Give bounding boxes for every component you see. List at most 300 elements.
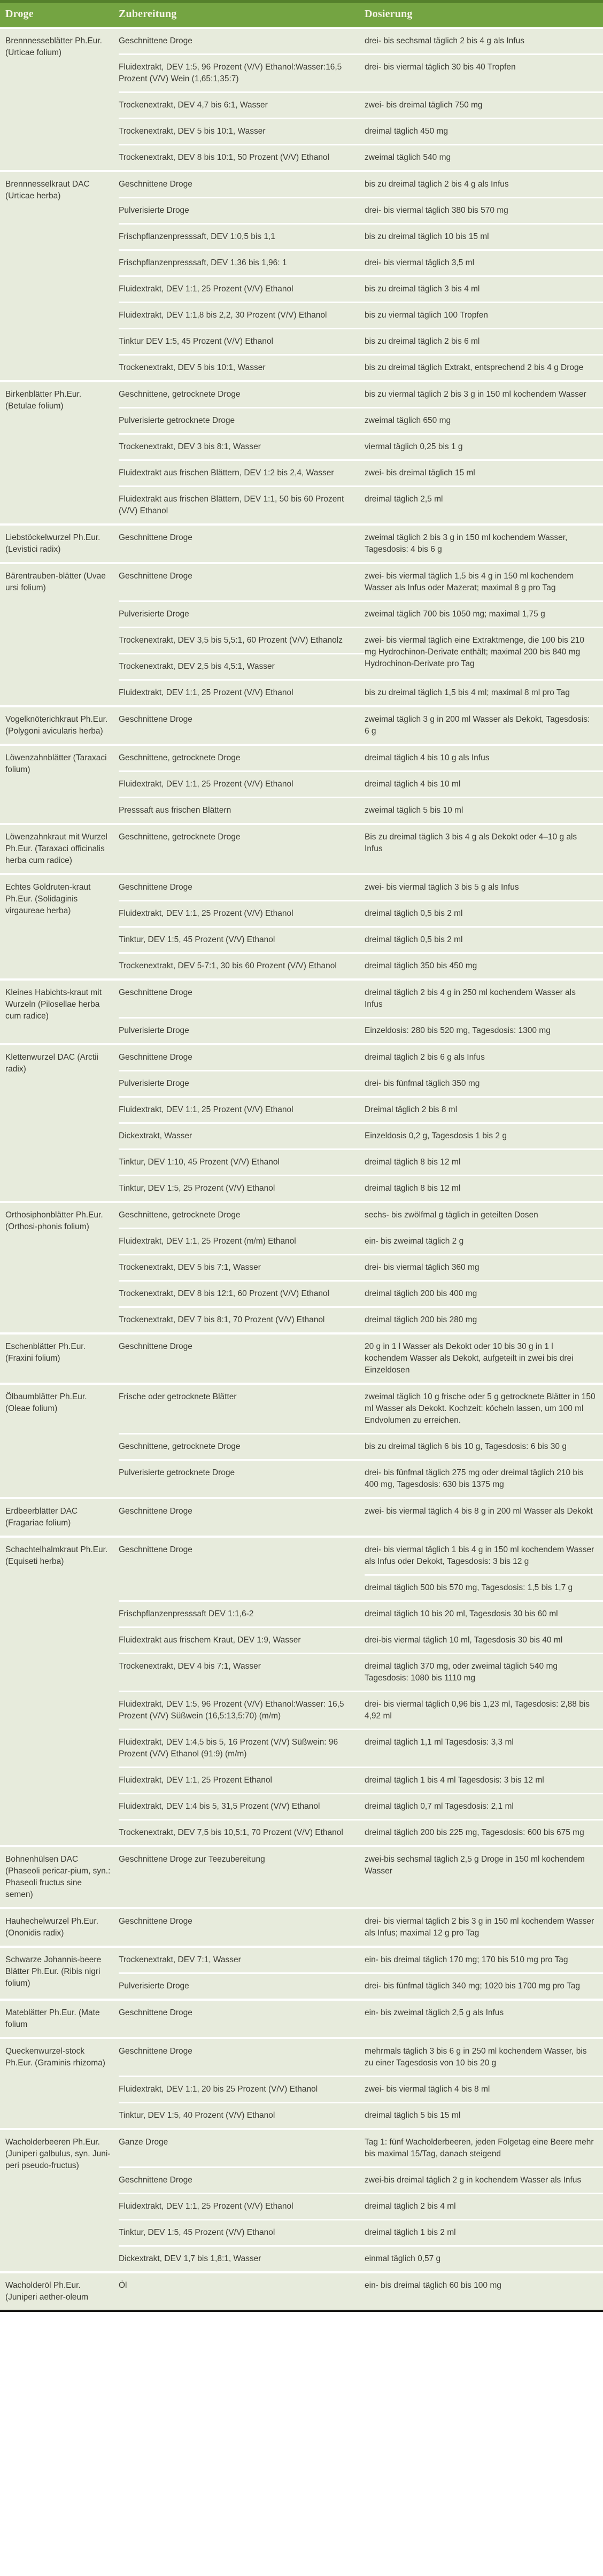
preparation-column (119, 303, 365, 328)
table-row (119, 1203, 603, 1228)
table-row (119, 2219, 603, 2245)
dosage-column (365, 1461, 603, 1497)
drug-group (0, 170, 603, 380)
preparation-column (119, 2039, 365, 2076)
preparation-rows (119, 707, 603, 744)
preparation-column (119, 2168, 365, 2193)
dosage-cell: zwei- bis viermal täglich 4 bis 8 g in 200 ml Wasser als Dekokt (365, 1507, 593, 1516)
preparation-column (119, 1948, 365, 1972)
dosage-cell: dreimal täglich 500 bis 570 mg, Tagesdosis: 1,5 bis 1,7 g (365, 1574, 603, 1600)
drug-group (0, 1536, 603, 1845)
preparation-column (119, 1628, 365, 1653)
preparation-cell: Pulverisierte Droge (119, 1981, 189, 1991)
table-row (119, 1626, 603, 1653)
dosage-column (365, 2130, 603, 2166)
dosage-cell: dreimal täglich 0,5 bis 2 ml (365, 935, 463, 944)
preparation-cell: Trockenextrakt, DEV 5 bis 10:1, Wasser (119, 363, 266, 372)
drug-group (0, 27, 603, 170)
preparation-cell: Geschnittene Droge (119, 2176, 192, 2185)
table-row (119, 223, 603, 249)
preparation-rows (119, 1847, 603, 1907)
preparation-rows (119, 1538, 603, 1845)
drug-group (0, 2128, 603, 2271)
preparation-column (119, 875, 365, 900)
dosage-cell: zweimal täglich 700 bis 1050 mg; maximal 1,75 g (365, 610, 545, 619)
dosage-column (365, 564, 603, 600)
dosage-column (365, 1948, 603, 1972)
preparation-column (119, 825, 365, 861)
dosage-column (365, 1499, 603, 1524)
preparation-column (119, 602, 365, 627)
preparation-cell: Fluidextrakt, DEV 1:1, 25 Prozent (V/V) Ethanol (119, 909, 293, 918)
dosage-column (365, 1176, 603, 1201)
preparation-column (119, 1335, 365, 1383)
preparation-cell: Frische oder getrocknete Blätter (119, 1392, 237, 1401)
preparation-cell: Geschnittene Droge (119, 36, 192, 45)
table-row (119, 1538, 603, 1600)
preparation-column (119, 93, 365, 118)
table-row (119, 564, 603, 600)
dosage-cell: drei- bis viermal täglich 1 bis 4 g in 150 ml kochendem Wasser als Infus oder Dekokt, Tagesdosis: 3 bis 12 g (365, 1545, 594, 1566)
preparation-column (119, 55, 365, 91)
dosage-cell: Tag 1: fünf Wacholderbeeren, jeden Folgetag eine Beere mehr bis maximal 15/Tag, danach steigend (365, 2138, 594, 2158)
table-row (119, 600, 603, 627)
dosage-cell: Einzeldosis 0,2 g, Tagesdosis 1 bis 2 g (365, 1131, 507, 1140)
preparation-column (119, 2001, 365, 2025)
drug-name-cell: Klettenwurzel DAC (Arctii radix) (5, 1053, 98, 1074)
table-row (119, 1335, 603, 1383)
preparation-cell: Geschnittene, getrocknete Droge (119, 1442, 241, 1451)
preparation-column (119, 1847, 365, 1884)
preparation-column (119, 382, 365, 407)
dosage-column (365, 1229, 603, 1254)
drug-group (0, 1845, 603, 1907)
preparation-column (119, 798, 365, 823)
dosage-column (365, 1602, 603, 1626)
preparation-cell: Geschnittene, getrocknete Droge (119, 390, 241, 399)
drug-group (0, 1043, 603, 1201)
table-row (119, 707, 603, 744)
dosage-column (365, 251, 603, 275)
preparation-column (119, 707, 365, 744)
preparation-cell: Geschnittene Droge (119, 2047, 192, 2056)
dosage-cell: 20 g in 1 l Wasser als Dekokt oder 10 bis 30 g in 1 l kochendem Wasser als Dekokt, aufgeteilt in zwei bis drei Einzeldosen (365, 1342, 574, 1375)
dosage-column (365, 954, 603, 978)
preparation-column (119, 1282, 365, 1306)
table-row (119, 1972, 603, 1999)
preparation-cell: Trockenextrakt, DEV 8 bis 12:1, 60 Prozent (V/V) Ethanol (119, 1289, 330, 1298)
preparation-cell: Geschnittene Droge (119, 1507, 192, 1516)
preparation-rows (119, 1045, 603, 1201)
preparation-rows (119, 875, 603, 978)
dosage-column (365, 746, 603, 770)
preparation-cell: Trockenextrakt, DEV 5 bis 10:1, Wasser (119, 127, 266, 136)
table-row (119, 433, 603, 459)
preparation-column (119, 172, 365, 197)
preparation-cell: Fluidextrakt aus frischen Blättern, DEV 1:1, 50 bis 60 Prozent (V/V) Ethanol (119, 495, 344, 515)
dosage-column (365, 2077, 603, 2102)
preparation-column (119, 901, 365, 926)
dosage-cell: zweimal täglich 5 bis 10 ml (365, 806, 463, 815)
table-row (119, 797, 603, 823)
dosage-cell: dreimal täglich 350 bis 450 mg (365, 961, 477, 970)
dosage-cell: Dreimal täglich 2 bis 8 ml (365, 1105, 458, 1114)
table-row (119, 1793, 603, 1819)
table-row (119, 1691, 603, 1729)
table-row (119, 485, 603, 523)
table-header-row (0, 0, 603, 27)
preparation-column (119, 2273, 365, 2298)
table-row (119, 2166, 603, 2193)
preparation-cell: Geschnittene Droge (119, 715, 192, 724)
preparation-cell: Trockenextrakt, DEV 2,5 bis 4,5:1, Wasser (119, 653, 365, 679)
preparation-cell: Fluidextrakt, DEV 1:1, 25 Prozent (V/V) Ethanol (119, 1105, 293, 1114)
preparation-cell: Fluidextrakt, DEV 1:1, 25 Prozent Ethanol (119, 1776, 272, 1785)
preparation-rows (119, 2001, 603, 2037)
preparation-rows (119, 1385, 603, 1497)
preparation-column (119, 1255, 365, 1280)
dosage-column (365, 2247, 603, 2271)
preparation-column (119, 564, 365, 600)
drug-name-cell: Wacholderbeeren Ph.Eur. (Juniperi galbulus, syn. Juni-peri pseudo-fructus) (5, 2138, 111, 2170)
preparation-cell: Frischpflanzenpresssaft, DEV 1:0,5 bis 1,1 (119, 232, 275, 241)
table-row (119, 2001, 603, 2025)
dosage-cell: bis zu dreimal täglich 3 bis 4 ml (365, 284, 480, 294)
dosage-column (365, 145, 603, 170)
preparation-rows (119, 1335, 603, 1383)
drug-group (0, 562, 603, 705)
preparation-column (119, 461, 365, 485)
preparation-column (119, 1821, 365, 1845)
table-row (119, 1096, 603, 1122)
table-body (0, 27, 603, 2310)
dosage-column (365, 901, 603, 926)
drug-name-cell: Bärentrauben-blätter (Uvae ursi folium) (5, 572, 106, 592)
dosage-column (365, 93, 603, 118)
table-row (119, 1254, 603, 1280)
preparation-column (119, 1071, 365, 1096)
preparation-column (119, 29, 365, 53)
dosage-column (365, 303, 603, 328)
preparation-cell: Trockenextrakt, DEV 7,5 bis 10,5:1, 70 Prozent (V/V) Ethanol (119, 1828, 343, 1837)
dosage-column (365, 1654, 603, 1691)
table-row (119, 1280, 603, 1306)
dosage-column (365, 2220, 603, 2245)
preparation-cell: Tinktur, DEV 1:5, 45 Prozent (V/V) Ethanol (119, 935, 275, 944)
preparation-cell: Fluidextrakt, DEV 1:1, 25 Prozent (V/V) Ethanol (119, 688, 293, 697)
drug-group (0, 1497, 603, 1536)
table-row (119, 1600, 603, 1626)
dosage-cell: bis zu viermal täglich 2 bis 3 g in 150 ml kochendem Wasser (365, 390, 586, 399)
dosage-column (365, 2039, 603, 2076)
dosage-column (365, 1628, 603, 1653)
dosage-cell: dreimal täglich 200 bis 225 mg, Tagesdosis: 600 bis 675 mg (365, 1828, 584, 1837)
table-row (119, 1306, 603, 1332)
dosage-cell: dreimal täglich 200 bis 400 mg (365, 1289, 477, 1298)
dosage-cell: dreimal täglich 4 bis 10 g als Infus (365, 753, 490, 762)
dosage-column (365, 1203, 603, 1228)
preparation-rows (119, 1948, 603, 1999)
table-row (119, 1909, 603, 1946)
table-row (119, 1175, 603, 1201)
drug-name-cell: Mateblätter Ph.Eur. (Mate folium (5, 2008, 100, 2029)
dosage-cell: bis zu dreimal täglich Extrakt, entsprechend 2 bis 4 g Droge (365, 363, 584, 372)
dosage-cell: drei- bis fünfmal täglich 275 mg oder dreimal täglich 210 bis 400 mg, Tagesdosis: 630 bis 1375 mg (365, 1468, 584, 1489)
preparation-cell: Trockenextrakt, DEV 4 bis 7:1, Wasser (119, 1662, 261, 1671)
preparation-column (119, 1098, 365, 1122)
dosage-cell: zwei-bis sechsmal täglich 2,5 g Droge in 150 ml kochendem Wasser (365, 1855, 585, 1876)
preparation-cell: Trockenextrakt, DEV 8 bis 10:1, 50 Prozent (V/V) Ethanol (119, 153, 330, 162)
dosage-column (365, 277, 603, 302)
preparation-rows (119, 2130, 603, 2271)
preparation-cell: Fluidextrakt, DEV 1:1, 25 Prozent (V/V) Ethanol (119, 2202, 293, 2211)
preparation-column (119, 1434, 365, 1459)
dosage-cell: zweimal täglich 650 mg (365, 416, 451, 425)
preparation-cell: Frischpflanzenpresssaft DEV 1:1,6-2 (119, 1609, 254, 1618)
dosage-column (365, 526, 603, 562)
preparation-column (119, 356, 365, 380)
dosage-cell: einmal täglich 0,57 g (365, 2254, 441, 2263)
dosage-column (365, 1282, 603, 1306)
preparation-cell: Fluidextrakt, DEV 1:4,5 bis 5, 16 Prozent (V/V) Süßwein: 96 Prozent (V/V) Ethanol (91:9) (m/m) (119, 1738, 338, 1759)
dosage-cell: dreimal täglich 1,1 ml Tagesdosis: 3,3 ml (365, 1738, 514, 1747)
column-header-dosierung: Dosierung (365, 8, 413, 20)
dosage-cell: dreimal täglich 370 mg, oder zweimal täglich 540 mg Tagesdosis: 1080 bis 1110 mg (365, 1662, 558, 1683)
preparation-cell: Tinktur, DEV 1:5, 25 Prozent (V/V) Ethanol (119, 1184, 275, 1193)
table-row (119, 1948, 603, 1972)
preparation-column (119, 1730, 365, 1767)
preparation-rows (119, 1203, 603, 1332)
dosage-cell: zwei- bis viermal täglich 4 bis 8 ml (365, 2085, 490, 2094)
dosage-cell: ein- bis dreimal täglich 60 bis 100 mg (365, 2281, 501, 2290)
preparation-cell: Geschnittene Droge (119, 572, 192, 581)
table-row (119, 1729, 603, 1767)
table-row (119, 1045, 603, 1070)
preparation-cell: Geschnittene Droge (119, 533, 192, 542)
drug-group (0, 2271, 603, 2310)
dosage-column (365, 1794, 603, 1819)
dosage-column (365, 2168, 603, 2193)
dosage-cell: dreimal täglich 2,5 ml (365, 495, 443, 504)
preparation-cell: Trockenextrakt, DEV 5-7:1, 30 bis 60 Prozent (V/V) Ethanol (119, 961, 337, 970)
preparation-column (119, 198, 365, 223)
dosage-cell: mehrmals täglich 3 bis 6 g in 250 ml kochendem Wasser, bis zu einer Tagesdosis von 10 bis 20 g (365, 2047, 587, 2068)
table-row (119, 407, 603, 433)
dosage-cell: dreimal täglich 450 mg (365, 127, 448, 136)
preparation-cell: Fluidextrakt, DEV 1:5, 96 Prozent (V/V) Ethanol:Wasser:16,5 Prozent (V/V) Wein (1,65:1,35:7) (119, 63, 342, 83)
dosage-cell: drei- bis fünfmal täglich 350 mg (365, 1079, 480, 1088)
table-row (119, 382, 603, 407)
dosage-cell: ein- bis zweimal täglich 2 g (365, 1237, 464, 1246)
dosage-cell: zwei- bis dreimal täglich 750 mg (365, 101, 483, 110)
dosage-cell: dreimal täglich 5 bis 15 ml (365, 2111, 461, 2120)
table-row (119, 197, 603, 223)
dosage-column (365, 119, 603, 144)
dosage-column (365, 1385, 603, 1433)
preparation-column (119, 225, 365, 249)
dosage-column (365, 707, 603, 744)
dosage-cell: zwei- bis dreimal täglich 15 ml (365, 468, 475, 477)
dosage-column (365, 225, 603, 249)
table-row (119, 875, 603, 900)
dosage-cell: zweimal täglich 540 mg (365, 153, 451, 162)
dosage-column (365, 329, 603, 354)
table-row (119, 1819, 603, 1845)
dosage-cell: dreimal täglich 1 bis 4 ml Tagesdosis: 3 bis 12 ml (365, 1776, 544, 1785)
dosage-cell: zwei- bis viermal täglich 1,5 bis 4 g in 150 ml kochendem Wasser als Infus oder Mazerat; maximal 8 g pro Tag (365, 572, 574, 592)
preparation-cell: Trockenextrakt, DEV 7 bis 8:1, 70 Prozent (V/V) Ethanol (119, 1315, 325, 1324)
preparation-column (119, 1909, 365, 1946)
dosage-cell: zwei- bis viermal täglich eine Extraktmenge, die 100 bis 210 mg Hydrochinon-Derivate enthält; maximal 200 bis 840 mg Hydrochinon-Derivate pro Tag (365, 636, 584, 668)
dosage-column (365, 1821, 603, 1845)
preparation-cell: Trockenextrakt, DEV 4,7 bis 6:1, Wasser (119, 101, 268, 110)
drug-group (0, 705, 603, 744)
drug-name-cell: Queckenwurzel-stock Ph.Eur. (Graminis rhizoma) (5, 2047, 105, 2068)
preparation-column (119, 1150, 365, 1175)
preparation-cell: Öl (119, 2281, 127, 2290)
drug-name-cell: Löwenzahnkraut mit Wurzel Ph.Eur. (Taraxaci officinalis herba cum radice) (5, 832, 107, 865)
dosage-cell: zwei-bis dreimal täglich 2 g in kochendem Wasser als Infus (365, 2176, 582, 2185)
dosage-cell: dreimal täglich 200 bis 280 mg (365, 1315, 477, 1324)
table-row (119, 1385, 603, 1433)
preparation-cell: Presssaft aus frischen Blättern (119, 806, 231, 815)
dosage-cell: Einzeldosis: 280 bis 520 mg, Tagesdosis: 1300 mg (365, 1026, 551, 1035)
drug-group (0, 978, 603, 1043)
table-row (119, 459, 603, 485)
preparation-rows (119, 564, 603, 705)
preparation-cell: Geschnittene, getrocknete Droge (119, 832, 241, 842)
table-row (119, 1148, 603, 1175)
preparation-rows (119, 825, 603, 873)
preparation-column (119, 2247, 365, 2271)
column-header-droge: Droge (5, 8, 34, 20)
preparation-column (119, 772, 365, 797)
preparation-column (119, 1203, 365, 1228)
dosage-column (365, 55, 603, 91)
drug-name-cell: Liebstöckelwurzel Ph.Eur. (Levistici radix) (5, 533, 100, 554)
preparation-cell: Trockenextrakt, DEV 5 bis 7:1, Wasser (119, 1263, 261, 1272)
dosage-column (365, 1335, 603, 1383)
dosage-cell: dreimal täglich 8 bis 12 ml (365, 1158, 461, 1167)
dosage-column (365, 772, 603, 797)
preparation-column (119, 681, 365, 705)
dosage-cell: zwei- bis viermal täglich 3 bis 5 g als Infus (365, 883, 519, 892)
table-row (119, 627, 603, 679)
preparation-cell: Fluidextrakt, DEV 1:1, 20 bis 25 Prozent (V/V) Ethanol (119, 2085, 318, 2094)
drug-group (0, 1999, 603, 2037)
preparation-cell: Dickextrakt, Wasser (119, 1131, 192, 1140)
preparation-column (119, 1229, 365, 1254)
drug-group (0, 380, 603, 523)
preparation-cell: Fluidextrakt aus frischen Blättern, DEV 1:2 bis 2,4, Wasser (119, 468, 334, 477)
preparation-column (119, 1499, 365, 1524)
dosage-column (365, 1768, 603, 1793)
preparation-cell: Geschnittene Droge (119, 1917, 192, 1926)
preparation-cell: Pulverisierte getrocknete Droge (119, 416, 235, 425)
dosage-cell: ein- bis dreimal täglich 170 mg; 170 bis 510 mg pro Tag (365, 1955, 568, 1964)
preparation-cell: Fluidextrakt, DEV 1:4 bis 5, 31,5 Prozent (V/V) Ethanol (119, 1802, 320, 1811)
preparation-column (119, 2077, 365, 2102)
preparation-rows (119, 2273, 603, 2310)
preparation-cell: Geschnittene, getrocknete Droge (119, 753, 241, 762)
dosage-column (365, 1909, 603, 1946)
preparation-cell: Pulverisierte Droge (119, 610, 189, 619)
preparation-column (119, 2220, 365, 2245)
preparation-cell: Geschnittene Droge (119, 1342, 192, 1351)
drug-name-cell: Erdbeerblätter DAC (Fragariae folium) (5, 1507, 78, 1528)
drug-name-cell: Orthosiphonblätter Ph.Eur. (Orthosi-phonis folium) (5, 1210, 103, 1231)
table-row (119, 2273, 603, 2298)
drug-name-cell: Schachtelhalmkraut Ph.Eur. (Equiseti herba) (5, 1545, 108, 1566)
preparation-column (119, 981, 365, 1017)
preparation-cell: Fluidextrakt, DEV 1:5, 96 Prozent (V/V) Ethanol:Wasser: 16,5 Prozent (V/V) Süßwein (16,5:13,5:70) (m/m) (119, 1700, 344, 1721)
preparation-cell: Pulverisierte Droge (119, 1026, 189, 1035)
preparation-column (119, 1045, 365, 1070)
preparation-cell: Geschnittene Droge (119, 1545, 192, 1554)
table-row (119, 900, 603, 926)
preparation-column (119, 119, 365, 144)
table-row (119, 2245, 603, 2271)
preparation-cell: Geschnittene Droge (119, 988, 192, 997)
preparation-cell: Geschnittene, getrocknete Droge (119, 1210, 241, 1220)
table-row (119, 172, 603, 197)
dosage-cell: drei- bis viermal täglich 380 bis 570 mg (365, 206, 508, 215)
dosage-cell: drei- bis viermal täglich 2 bis 3 g in 150 ml kochendem Wasser als Infus; maximal 12 g pro Tag (365, 1917, 594, 1938)
preparation-rows (119, 1499, 603, 1536)
dosage-cell: sechs- bis zwölfmal g täglich in geteilten Dosen (365, 1210, 538, 1220)
preparation-rows (119, 746, 603, 823)
dosage-column (365, 1847, 603, 1884)
preparation-column (119, 1974, 365, 1999)
table-row (119, 144, 603, 170)
drug-name-cell: Eschenblätter Ph.Eur. (Fraxini folium) (5, 1342, 86, 1363)
preparation-column (119, 1794, 365, 1819)
drug-group (0, 1332, 603, 1383)
dosage-cell: ein- bis zweimal täglich 2,5 g als Infus (365, 2008, 504, 2017)
table-row (119, 302, 603, 328)
preparation-cell: Tinktur DEV 1:5, 45 Prozent (V/V) Ethanol (119, 337, 273, 346)
preparation-column (119, 526, 365, 562)
preparation-column (119, 2103, 365, 2128)
preparation-cell: Geschnittene Droge zur Teezubereitung (119, 1855, 265, 1864)
preparation-cell: Ganze Droge (119, 2138, 168, 2147)
preparation-cell: Trockenextrakt, DEV 7:1, Wasser (119, 1955, 241, 1964)
table-row (119, 2039, 603, 2076)
table-row (119, 275, 603, 302)
table-row (119, 952, 603, 978)
table-row (119, 1070, 603, 1096)
drug-name-cell: Wacholderöl Ph.Eur. (Juniperi aether-oleum (5, 2281, 89, 2302)
preparation-cell: Geschnittene Droge (119, 2008, 192, 2017)
table-row (119, 2193, 603, 2219)
dosage-column (365, 1730, 603, 1767)
drug-group (0, 744, 603, 823)
table-row (119, 1017, 603, 1043)
dosage-cell: drei- bis sechsmal täglich 2 bis 4 g als Infus (365, 36, 524, 45)
preparation-cell: Tinktur, DEV 1:10, 45 Prozent (V/V) Ethanol (119, 1158, 280, 1167)
dosage-column (365, 1019, 603, 1043)
preparation-rows (119, 29, 603, 170)
preparation-cell: Trockenextrakt, DEV 3 bis 8:1, Wasser (119, 442, 261, 451)
preparation-column (119, 251, 365, 275)
table-row (119, 825, 603, 861)
preparation-column (119, 928, 365, 952)
table-row (119, 249, 603, 275)
dosage-column (365, 928, 603, 952)
drug-group (0, 873, 603, 978)
preparation-column (119, 435, 365, 459)
dosage-cell: bis zu dreimal täglich 1,5 bis 4 ml; maximal 8 ml pro Tag (365, 688, 570, 697)
